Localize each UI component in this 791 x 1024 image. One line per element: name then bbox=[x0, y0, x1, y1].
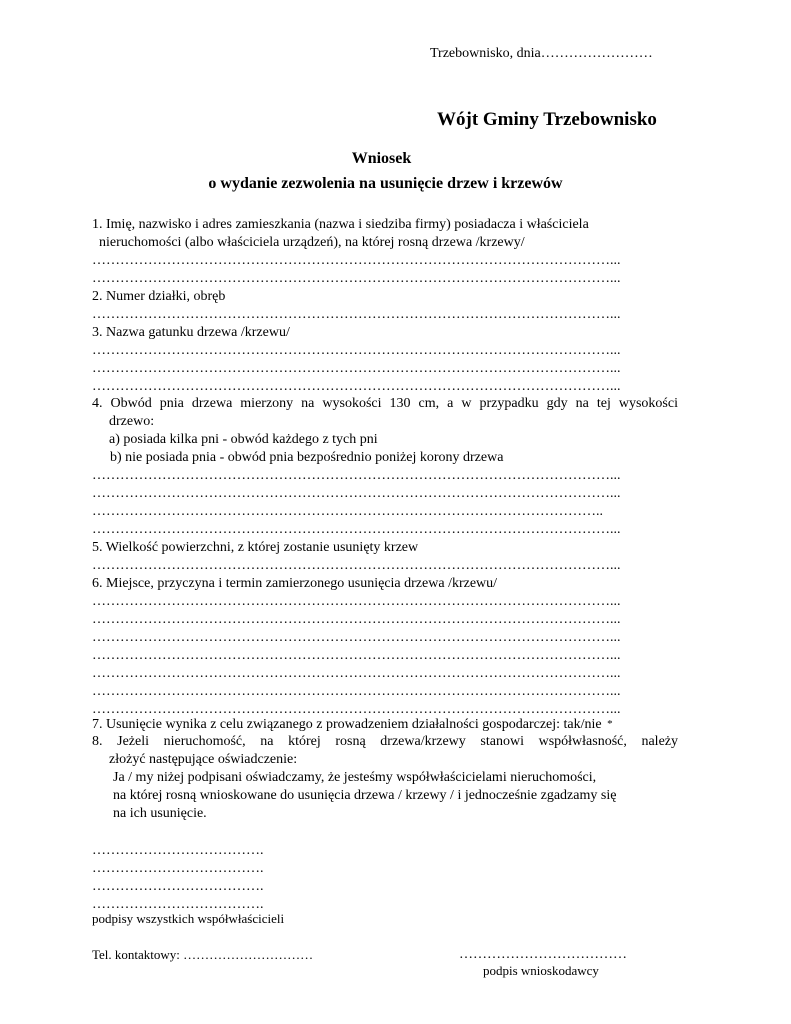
answer-line-3a[interactable]: …………………………………………………………………………………………………... bbox=[92, 343, 621, 358]
footnote-asterisk: * bbox=[607, 718, 613, 730]
coowner-signature-line-2[interactable]: ………………………………. bbox=[92, 861, 264, 876]
answer-line-5a[interactable]: …………………………………………………………………………………………………... bbox=[92, 558, 621, 573]
question-4-option-b: b) nie posiada pnia - obwód pnia bezpośrednio poniżej korony drzewa bbox=[110, 450, 504, 465]
answer-line-4a[interactable]: …………………………………………………………………………………………………... bbox=[92, 468, 621, 483]
answer-line-6c[interactable]: …………………………………………………………………………………………………... bbox=[92, 630, 621, 645]
answer-line-2a[interactable]: …………………………………………………………………………………………………... bbox=[92, 307, 621, 322]
declaration-line-1: Ja / my niżej podpisani oświadczamy, że jesteśmy współwłaścicielami nieruchomości, bbox=[113, 770, 597, 785]
declaration-line-3: na ich usunięcie. bbox=[113, 806, 207, 821]
answer-line-6f[interactable]: …………………………………………………………………………………………………... bbox=[92, 684, 621, 699]
answer-line-4d[interactable]: …………………………………………………………………………………………………... bbox=[92, 522, 621, 537]
answer-line-1a[interactable]: …………………………………………………………………………………………………... bbox=[92, 253, 621, 268]
answer-line-6g[interactable]: …………………………………………………………………………………………………... bbox=[92, 702, 621, 717]
question-8-label: 8. Jeżeli nieruchomość, na której rosną drzewa/krzewy stanowi współwłasność, należy bbox=[92, 734, 678, 749]
document-subtitle-text: o wydanie zezwolenia na usunięcie drzew i krzewów bbox=[208, 175, 563, 192]
authority-heading: Wójt Gminy Trzebownisko bbox=[437, 109, 657, 130]
question-7-label bbox=[92, 715, 613, 734]
applicant-caption: podpis wnioskodawcy bbox=[483, 963, 599, 978]
question-4-option-a: a) posiada kilka pni - obwód każdego z tych pni bbox=[109, 432, 378, 447]
question-3-label: 3. Nazwa gatunku drzewa /krzewu/ bbox=[92, 325, 290, 340]
document-title-text: Wniosek bbox=[351, 150, 412, 167]
date-line: Trzebownisko, dnia…………………… bbox=[430, 46, 653, 61]
answer-line-3b[interactable]: …………………………………………………………………………………………………... bbox=[92, 361, 621, 376]
question-4-label-cont: drzewo: bbox=[109, 414, 155, 429]
answer-line-6e[interactable]: …………………………………………………………………………………………………... bbox=[92, 666, 621, 681]
answer-line-6b[interactable]: …………………………………………………………………………………………………... bbox=[92, 612, 621, 627]
question-5-label: 5. Wielkość powierzchni, z której zostanie usunięty krzew bbox=[92, 540, 419, 555]
question-4-label: 4. Obwód pnia drzewa mierzony na wysokości 130 cm, a w przypadku gdy na tej wysokości bbox=[92, 396, 678, 411]
declaration-line-2: na której rosną wnioskowane do usunięcia drzewa / krzewy / i jednocześnie zgadzamy się bbox=[113, 788, 617, 803]
question-1-label: 1. Imię, nazwisko i adres zamieszkania (nazwa i siedziba firmy) posiadacza i właściciela bbox=[92, 217, 589, 232]
document-title bbox=[0, 150, 791, 168]
question-2-label: 2. Numer działki, obręb bbox=[92, 289, 226, 304]
question-7-text: 7. Usunięcie wynika z celu związanego z prowadzeniem działalności gospodarczej: tak/nie bbox=[92, 717, 602, 732]
document-subtitle bbox=[0, 175, 791, 193]
answer-line-4c[interactable]: ……………………………………………………………………………………………….. bbox=[92, 504, 603, 519]
coowners-caption: podpisy wszystkich współwłaścicieli bbox=[92, 911, 285, 926]
answer-line-6a[interactable]: …………………………………………………………………………………………………... bbox=[92, 594, 621, 609]
coowner-signature-line-4[interactable]: ………………………………. bbox=[92, 897, 264, 912]
coowner-signature-line-1[interactable]: ………………………………. bbox=[92, 843, 264, 858]
answer-line-6d[interactable]: …………………………………………………………………………………………………... bbox=[92, 648, 621, 663]
question-1-label-cont: nieruchomości (albo właściciela urządzeń), na której rosną drzewa /krzewy/ bbox=[99, 235, 525, 250]
answer-line-1b[interactable]: …………………………………………………………………………………………………... bbox=[92, 271, 621, 286]
answer-line-4b[interactable]: …………………………………………………………………………………………………... bbox=[92, 486, 621, 501]
question-6-label: 6. Miejsce, przyczyna i termin zamierzonego usunięcia drzewa /krzewu/ bbox=[92, 576, 498, 591]
answer-line-3c[interactable]: …………………………………………………………………………………………………... bbox=[92, 379, 621, 394]
coowner-signature-line-3[interactable]: ………………………………. bbox=[92, 879, 264, 894]
phone-field[interactable]: Tel. kontaktowy: ………………………… bbox=[92, 947, 314, 962]
applicant-signature-line[interactable]: ……………………………… bbox=[459, 947, 627, 962]
question-8-label-cont: złożyć następujące oświadczenie: bbox=[109, 752, 298, 767]
